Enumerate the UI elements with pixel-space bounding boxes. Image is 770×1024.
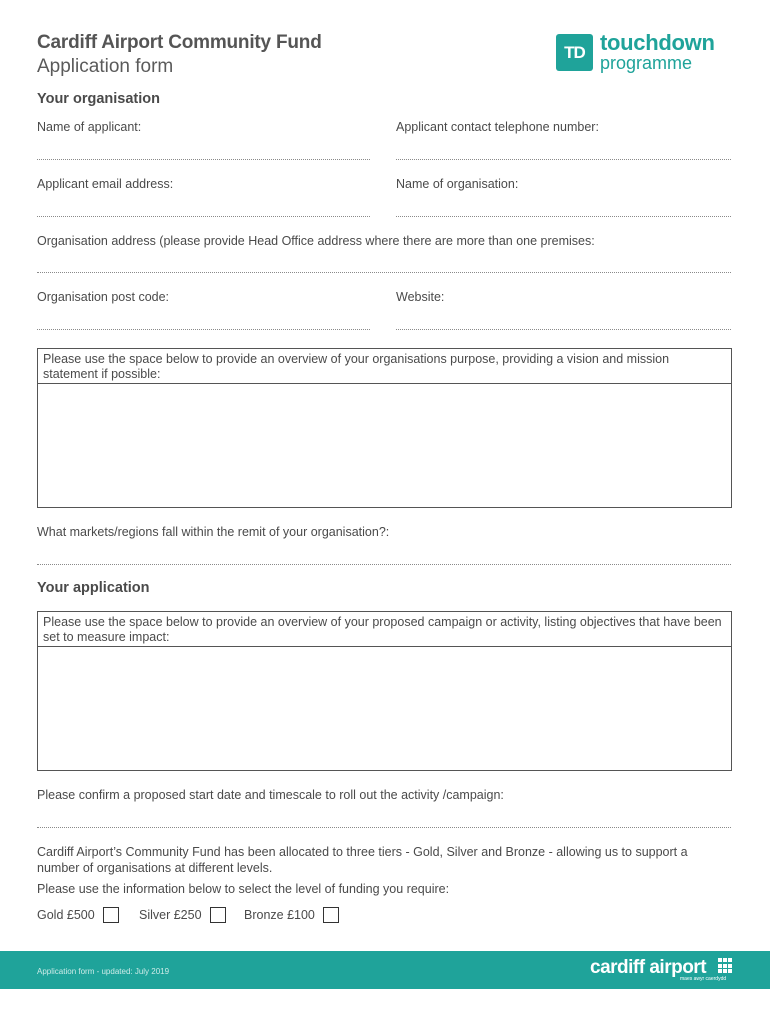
tier-bronze	[244, 907, 339, 923]
field-markets[interactable]	[37, 564, 731, 565]
label-applicant-phone: Applicant contact telephone number:	[396, 120, 599, 134]
field-applicant-email[interactable]	[37, 216, 370, 217]
label-applicant-email: Applicant email address:	[37, 177, 174, 191]
organisation-overview-prompt: Please use the space below to provide an overview of your organisations purpose, providing a vision and mission statement if possible:	[38, 349, 731, 384]
label-website: Website:	[396, 290, 445, 304]
label-markets: What markets/regions fall within the remit of your organisation?:	[37, 525, 390, 539]
organisation-overview-input[interactable]	[38, 384, 731, 507]
campaign-overview-input[interactable]	[38, 647, 731, 770]
field-organisation-address[interactable]	[37, 272, 731, 273]
tier-silver	[139, 907, 226, 923]
cardiff-airport-logo: cardiff airport	[590, 957, 707, 978]
logo-text-programme: programme	[600, 53, 693, 73]
form-title: Cardiff Airport Community Fund	[37, 32, 322, 53]
field-post-code[interactable]	[37, 329, 370, 330]
cardiff-airport-grid-icon	[718, 958, 734, 974]
cardiff-airport-logo-subtext: maes awyr caerdydd	[680, 976, 727, 982]
label-organisation-name: Name of organisation:	[396, 177, 519, 191]
label-applicant-name: Name of applicant:	[37, 120, 142, 134]
field-website[interactable]	[396, 329, 731, 330]
section-heading-application: Your application	[37, 580, 150, 596]
form-subtitle: Application form	[37, 56, 174, 77]
footer-note: Application form - updated: July 2019	[37, 967, 170, 976]
tier-gold-checkbox[interactable]	[103, 907, 119, 923]
label-post-code: Organisation post code:	[37, 290, 170, 304]
field-applicant-phone[interactable]	[396, 159, 731, 160]
tier-gold-label: Gold £500	[37, 908, 95, 922]
tier-gold	[37, 907, 119, 923]
field-applicant-name[interactable]	[37, 159, 370, 160]
tier-silver-checkbox[interactable]	[210, 907, 226, 923]
logo-text-touchdown: touchdown	[600, 30, 715, 55]
select-level-prompt: Please use the information below to select the level of funding you require:	[37, 882, 450, 896]
label-start-date: Please confirm a proposed start date and timescale to roll out the activity /campaign:	[37, 788, 504, 802]
section-heading-organisation: Your organisation	[37, 91, 160, 107]
field-start-date[interactable]	[37, 827, 731, 828]
campaign-overview-prompt: Please use the space below to provide an overview of your proposed campaign or activity, listing objectives that have been set to measure impact:	[38, 612, 731, 647]
tier-silver-label: Silver £250	[139, 908, 202, 922]
label-organisation-address: Organisation address (please provide Head Office address where there are more than one premises:	[37, 234, 595, 248]
campaign-overview-box	[37, 611, 732, 771]
touchdown-logo-mark: TD	[556, 34, 593, 71]
organisation-overview-box	[37, 348, 732, 508]
field-organisation-name[interactable]	[396, 216, 731, 217]
tier-bronze-label: Bronze £100	[244, 908, 315, 922]
tiers-intro: Cardiff Airport’s Community Fund has been allocated to three tiers - Gold, Silver and Bronze - allowing us to support a number of organisations at different levels.	[37, 845, 688, 875]
tier-bronze-checkbox[interactable]	[323, 907, 339, 923]
